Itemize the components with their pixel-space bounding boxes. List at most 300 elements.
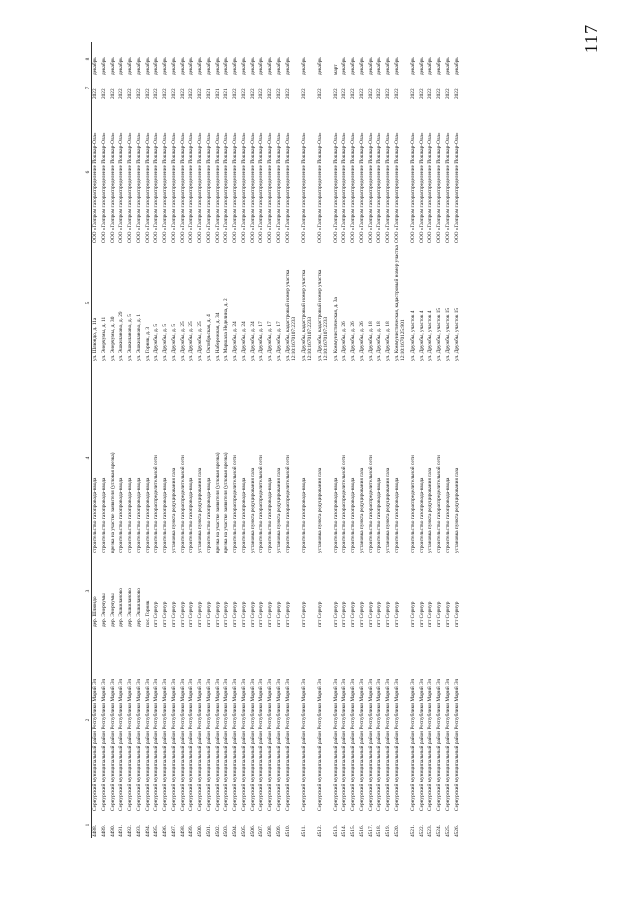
cell-year: 2022 bbox=[267, 88, 274, 99]
cell-year: 2022 bbox=[409, 88, 416, 99]
cell-work-type: строительство газораспределительной сети bbox=[232, 455, 239, 553]
cell-settlement: пгт Сернур bbox=[232, 601, 239, 627]
cell-month: декабрь bbox=[300, 57, 307, 75]
table-row bbox=[333, 42, 342, 838]
cell-settlement: пгт Сернур bbox=[436, 601, 443, 627]
cell-settlement: пгт Сернур bbox=[332, 601, 339, 627]
cell-settlement: дер. Эшкиланово bbox=[118, 588, 125, 627]
cell-work-type: установка пункта редуцирования газа bbox=[427, 467, 434, 553]
cell-municipality: Сернурский муниципальный район Республики Марий Эл bbox=[258, 678, 265, 811]
cell-address: ул. Набережная, д. 34 bbox=[214, 312, 221, 361]
cell-municipality: Сернурский муниципальный район Республики Марий Эл bbox=[275, 678, 282, 811]
cell-row-number: 4505. bbox=[240, 825, 247, 837]
cell-year: 2022 bbox=[332, 88, 339, 99]
cell-month: декабрь bbox=[367, 57, 374, 75]
cell-address: ул. Эшкиланово, д. 1 bbox=[135, 314, 142, 361]
cell-organization: ООО «Газпром газораспределение Йошкар-Ола» bbox=[100, 132, 107, 243]
cell-month: декабрь bbox=[453, 57, 460, 75]
cell-year: 2022 bbox=[118, 88, 125, 99]
cell-work-type: строительство газопровода-ввода bbox=[393, 477, 400, 553]
cell-organization: ООО «Газпром газораспределение Йошкар-Ола» bbox=[162, 132, 169, 243]
cell-work-type: строительство газопровода-ввода bbox=[376, 477, 383, 553]
cell-month: декабрь bbox=[127, 57, 134, 75]
cell-address: ул. Дружбы, д. 5 bbox=[162, 324, 169, 361]
cell-month: декабрь bbox=[179, 57, 186, 75]
cell-year: 2022 bbox=[275, 88, 282, 99]
cell-row-number: 4497. bbox=[170, 825, 177, 837]
cell-address: ул. Дружбы, кадастровый номер участка 12:10:1670107:2233 bbox=[300, 269, 313, 361]
cell-organization: ООО «Газпром газораспределение Йошкар-Ола» bbox=[267, 132, 274, 243]
table-row bbox=[350, 42, 359, 838]
cell-organization: ООО «Газпром газораспределение Йошкар-Ола» bbox=[453, 132, 460, 243]
cell-row-number: 4504. bbox=[232, 825, 239, 837]
cell-address: ул. Дружбы, д. 18 bbox=[385, 321, 392, 361]
table-row bbox=[92, 42, 101, 838]
cell-month: декабрь bbox=[409, 57, 416, 75]
cell-month: декабрь bbox=[135, 57, 142, 75]
table-row bbox=[118, 42, 127, 838]
cell-work-type: строительство газопровода-ввода bbox=[92, 477, 99, 553]
cell-row-number: 4513. bbox=[332, 825, 339, 837]
cell-work-type: строительство газопровода-ввода bbox=[118, 477, 125, 553]
cell-organization: ООО «Газпром газораспределение Йошкар-Ола» bbox=[240, 132, 247, 243]
cell-address: ул. Дружбы, участок 15 bbox=[444, 307, 451, 361]
cell-year: 2022 bbox=[100, 88, 107, 99]
cell-work-type: установка пункта редуцирования газа bbox=[385, 467, 392, 553]
cell-row-number: 4496. bbox=[162, 825, 169, 837]
cell-row-number: 4516. bbox=[358, 825, 365, 837]
cell-month: декабрь bbox=[393, 57, 400, 75]
cell-municipality: Сернурский муниципальный район Республики Марий Эл bbox=[436, 678, 443, 811]
cell-address: ул. Дружбы, кадастровый номер участка 12:10:1670107:2233 bbox=[284, 269, 297, 361]
cell-work-type: строительство газораспределительной сети bbox=[179, 455, 186, 553]
cell-row-number: 4506. bbox=[249, 825, 256, 837]
cell-address: ул. Шлюндо, д. 11а bbox=[92, 317, 99, 361]
cell-row-number: 4526. bbox=[453, 825, 460, 837]
cell-settlement: пгт Сернур bbox=[188, 601, 195, 627]
cell-organization: ООО «Газпром газораспределение Йошкар-Ола» bbox=[284, 132, 291, 243]
table-row bbox=[206, 42, 215, 838]
cell-municipality: Сернурский муниципальный район Республики Марий Эл bbox=[444, 678, 451, 811]
cell-settlement: пгт Сернур bbox=[453, 601, 460, 627]
cell-settlement: пгт Сернур bbox=[427, 601, 434, 627]
cell-settlement: пгт Сернур bbox=[341, 601, 348, 627]
table-row bbox=[197, 42, 206, 838]
table-row bbox=[215, 42, 224, 838]
table-row bbox=[341, 42, 350, 838]
table-row bbox=[223, 42, 232, 838]
cell-year: 2022 bbox=[358, 88, 365, 99]
cell-municipality: Сернурский муниципальный район Республики Марий Эл bbox=[135, 678, 142, 811]
cell-year: 2022 bbox=[188, 88, 195, 99]
cell-settlement: пгт Сернур bbox=[223, 601, 230, 627]
cell-work-type: строительство газопровода-ввода bbox=[300, 477, 307, 553]
cell-settlement: дер. Эшкиланово bbox=[135, 588, 142, 627]
cell-organization: ООО «Газпром газораспределение Йошкар-Ола» bbox=[393, 132, 400, 243]
cell-year: 2022 bbox=[197, 88, 204, 99]
cell-organization: ООО «Газпром газораспределение Йошкар-Ола» bbox=[249, 132, 256, 243]
cell-month: декабрь bbox=[144, 57, 151, 75]
cell-month: декабрь bbox=[418, 57, 425, 75]
cell-year: 2022 bbox=[453, 88, 460, 99]
cell-month: декабрь bbox=[316, 57, 323, 75]
cell-organization: ООО «Газпром газораспределение Йошкар-Ола» bbox=[436, 132, 443, 243]
cell-year: 2022 bbox=[109, 88, 116, 99]
cell-address: ул. Дружбы, д. 5 bbox=[153, 324, 160, 361]
cell-municipality: Сернурский муниципальный район Республики Марий Эл bbox=[197, 678, 204, 811]
cell-month: декабрь bbox=[267, 57, 274, 75]
cell-month: декабрь bbox=[205, 57, 212, 75]
cell-settlement: пгт Сернур bbox=[153, 601, 160, 627]
cell-municipality: Сернурский муниципальный район Республики Марий Эл bbox=[232, 678, 239, 811]
cell-address: ул. Энерчумы, д. 11 bbox=[100, 316, 107, 361]
cell-organization: ООО «Газпром газораспределение Йошкар-Ола» bbox=[300, 132, 307, 243]
cell-month: декабрь bbox=[350, 57, 357, 75]
cell-organization: ООО «Газпром газораспределение Йошкар-Ола» bbox=[205, 132, 212, 243]
cell-month: декабрь bbox=[92, 57, 99, 75]
cell-organization: ООО «Газпром газораспределение Йошкар-Ола» bbox=[223, 132, 230, 243]
cell-settlement: дер. Эшкиланово bbox=[127, 588, 134, 627]
cell-month: декабрь bbox=[162, 57, 169, 75]
cell-settlement: пгт Сернур bbox=[240, 601, 247, 627]
cell-municipality: Сернурский муниципальный район Республики Марий Эл bbox=[223, 678, 230, 811]
cell-address: ул. Дружбы, д. 25 bbox=[197, 321, 204, 361]
cell-address: ул. Дружбы, д. 26 bbox=[358, 321, 365, 361]
table-row bbox=[267, 42, 276, 838]
cell-municipality: Сернурский муниципальный район Республики Марий Эл bbox=[127, 678, 134, 811]
cell-settlement: пгт Сернур bbox=[162, 601, 169, 627]
cell-year: 2022 bbox=[249, 88, 256, 99]
cell-address: ул. Коммунистическая, д. 3а bbox=[332, 297, 339, 361]
cell-year: 2022 bbox=[444, 88, 451, 99]
cell-settlement: пгт Сернур bbox=[367, 601, 374, 627]
cell-work-type: строительство газораспределительной сети bbox=[341, 455, 348, 553]
table-row bbox=[171, 42, 180, 838]
cell-work-type: установка пункта редуцирования газа bbox=[275, 467, 282, 553]
cell-work-type: строительство газопровода-ввода bbox=[350, 477, 357, 553]
table-row bbox=[285, 42, 301, 838]
cell-month: декабрь bbox=[232, 57, 239, 75]
cell-month: декабрь bbox=[275, 57, 282, 75]
header-cell: 7 bbox=[85, 76, 92, 100]
cell-month: декабрь bbox=[385, 57, 392, 75]
cell-row-number: 4491. bbox=[118, 825, 125, 837]
cell-organization: ООО «Газпром газораспределение Йошкар-Ола» bbox=[444, 132, 451, 243]
cell-year: 2022 bbox=[341, 88, 348, 99]
cell-municipality: Сернурский муниципальный район Республики Марий Эл bbox=[162, 678, 169, 811]
cell-municipality: Сернурский муниципальный район Республики Марий Эл bbox=[385, 678, 392, 811]
cell-address: ул. Дружбы, участок 15 bbox=[453, 307, 460, 361]
cell-settlement: дер. Энерчумы bbox=[109, 593, 116, 627]
cell-year: 2022 bbox=[240, 88, 247, 99]
cell-address: ул. Дружбы, д. 25 bbox=[179, 321, 186, 361]
cell-work-type: врезка на участке заявителя (угловая врезка) bbox=[109, 452, 116, 553]
cell-settlement: пгт Сернур bbox=[358, 601, 365, 627]
cell-work-type: строительство газопровода-ввода bbox=[162, 477, 169, 553]
cell-organization: ООО «Газпром газораспределение Йошкар-Ола» bbox=[385, 132, 392, 243]
cell-month: декабрь bbox=[376, 57, 383, 75]
cell-row-number: 4489. bbox=[100, 825, 107, 837]
cell-month: декабрь bbox=[214, 57, 221, 75]
cell-municipality: Сернурский муниципальный район Республики Марий Эл bbox=[92, 678, 99, 811]
cell-settlement: пгт Сернур bbox=[179, 601, 186, 627]
cell-work-type: строительство газораспределительной сети bbox=[153, 455, 160, 553]
cell-work-type: строительство газораспределительной сети bbox=[436, 455, 443, 553]
cell-municipality: Сернурский муниципальный район Республики Марий Эл bbox=[367, 678, 374, 811]
cell-row-number: 4514. bbox=[341, 825, 348, 837]
cell-year: 2022 bbox=[162, 88, 169, 99]
cell-address: ул. Дружбы, д. 18 bbox=[376, 321, 383, 361]
cell-address: ул. Коммунистическая, кадастровый номер участка 12:10:1670125:901 bbox=[393, 245, 406, 361]
table-row bbox=[359, 42, 368, 838]
cell-municipality: Сернурский муниципальный район Республики Марий Эл bbox=[409, 678, 416, 811]
cell-municipality: Сернурский муниципальный район Республики Марий Эл bbox=[170, 678, 177, 811]
cell-organization: ООО «Газпром газораспределение Йошкар-Ола» bbox=[118, 132, 125, 243]
cell-organization: ООО «Газпром газораспределение Йошкар-Ола» bbox=[197, 132, 204, 243]
cell-address: ул. Дружбы, д. 17 bbox=[258, 321, 265, 361]
cell-month: декабрь bbox=[118, 57, 125, 75]
cell-address: ул. Дружбы, участок 4 bbox=[418, 310, 425, 361]
header-cell: 1 bbox=[85, 812, 92, 838]
cell-settlement: пгт Сернур bbox=[316, 601, 323, 627]
cell-organization: ООО «Газпром газораспределение Йошкар-Ола» bbox=[376, 132, 383, 243]
cell-settlement: дер. Шлюндо bbox=[92, 596, 99, 627]
cell-row-number: 4524. bbox=[436, 825, 443, 837]
cell-row-number: 4511. bbox=[300, 825, 307, 837]
table-row bbox=[127, 42, 136, 838]
table-row bbox=[276, 42, 285, 838]
cell-work-type: строительство газопровода-ввода bbox=[332, 477, 339, 553]
cell-settlement: пгт Сернур bbox=[249, 601, 256, 627]
header-cell: 2 bbox=[85, 628, 92, 812]
table-row bbox=[110, 42, 119, 838]
cell-address: ул. Дружбы, участок 4 bbox=[409, 310, 416, 361]
cell-address: ул. Дружбы, д. 18 bbox=[367, 321, 374, 361]
cell-work-type: строительство газопровода-ввода bbox=[205, 477, 212, 553]
cell-work-type: строительство газораспределительной сети bbox=[284, 455, 291, 553]
cell-year: 2022 bbox=[350, 88, 357, 99]
cell-year: 2022 bbox=[393, 88, 400, 99]
cell-municipality: Сернурский муниципальный район Республики Марий Эл bbox=[249, 678, 256, 811]
cell-year: 2022 bbox=[418, 88, 425, 99]
cell-address: ул. Дружбы, д. 5 bbox=[170, 324, 177, 361]
cell-row-number: 4521. bbox=[409, 825, 416, 837]
table-row bbox=[101, 42, 110, 838]
cell-work-type: строительство газораспределительной сети bbox=[258, 455, 265, 553]
cell-municipality: Сернурский муниципальный район Республики Марий Эл bbox=[153, 678, 160, 811]
cell-address: ул. Дружбы, д. 24 bbox=[249, 321, 256, 361]
cell-municipality: Сернурский муниципальный район Республики Марий Эл bbox=[240, 678, 247, 811]
cell-year: 2022 bbox=[284, 88, 291, 99]
cell-row-number: 4503. bbox=[223, 825, 230, 837]
cell-organization: ООО «Газпром газораспределение Йошкар-Ола» bbox=[258, 132, 265, 243]
cell-settlement: пгт Сернур bbox=[205, 601, 212, 627]
cell-work-type: строительство газораспределительной сети bbox=[409, 455, 416, 553]
cell-work-type: строительство газопровода-ввода bbox=[135, 477, 142, 553]
table-row bbox=[180, 42, 189, 838]
cell-month: март bbox=[332, 64, 339, 75]
cell-row-number: 4512. bbox=[316, 825, 323, 837]
table-header-row bbox=[85, 42, 92, 838]
cell-address: ул. Дружбы, д. 24 bbox=[240, 321, 247, 361]
cell-settlement: пгт Сернур bbox=[300, 601, 307, 627]
table-row bbox=[419, 42, 428, 838]
works-table-body bbox=[85, 42, 462, 838]
cell-settlement: дер. Энерчумы bbox=[100, 593, 107, 627]
cell-municipality: Сернурский муниципальный район Республики Марий Эл bbox=[300, 678, 307, 811]
table-row bbox=[368, 42, 377, 838]
table-row bbox=[317, 42, 333, 838]
cell-address: ул. Дружбы, участок 15 bbox=[436, 307, 443, 361]
cell-municipality: Сернурский муниципальный район Республики Марий Эл bbox=[350, 678, 357, 811]
cell-row-number: 4523. bbox=[427, 825, 434, 837]
table-row bbox=[188, 42, 197, 838]
cell-row-number: 4492. bbox=[127, 825, 134, 837]
cell-year: 2022 bbox=[300, 88, 307, 99]
cell-organization: ООО «Газпром газораспределение Йошкар-Ола» bbox=[367, 132, 374, 243]
cell-row-number: 4519. bbox=[385, 825, 392, 837]
cell-row-number: 4490. bbox=[109, 825, 116, 837]
cell-settlement: пгт Сернур bbox=[267, 601, 274, 627]
cell-row-number: 4525. bbox=[444, 825, 451, 837]
cell-organization: ООО «Газпром газораспределение Йошкар-Ола» bbox=[350, 132, 357, 243]
cell-row-number: 4510. bbox=[284, 825, 291, 837]
cell-settlement: пгт Сернур bbox=[409, 601, 416, 627]
cell-organization: ООО «Газпром газораспределение Йошкар-Ола» bbox=[109, 132, 116, 243]
cell-month: декабрь bbox=[240, 57, 247, 75]
cell-row-number: 4498. bbox=[179, 825, 186, 837]
table-row bbox=[376, 42, 385, 838]
cell-row-number: 4517. bbox=[367, 825, 374, 837]
cell-month: декабрь bbox=[284, 57, 291, 75]
cell-row-number: 4501. bbox=[205, 825, 212, 837]
cell-municipality: Сернурский муниципальный район Республики Марий Эл bbox=[332, 678, 339, 811]
cell-month: декабрь bbox=[109, 57, 116, 75]
cell-work-type: строительство газораспределительной сети bbox=[367, 455, 374, 553]
cell-year: 2022 bbox=[179, 88, 186, 99]
cell-municipality: Сернурский муниципальный район Республики Марий Эл bbox=[267, 678, 274, 811]
cell-year: 2022 bbox=[153, 88, 160, 99]
cell-work-type: установка пункта редуцирования газа bbox=[170, 467, 177, 553]
cell-year: 2022 bbox=[127, 88, 134, 99]
cell-address: ул. Дружбы, д. 24 bbox=[232, 321, 239, 361]
cell-year: 2022 bbox=[144, 88, 151, 99]
cell-month: декабрь bbox=[444, 57, 451, 75]
works-table bbox=[85, 42, 462, 838]
cell-organization: ООО «Газпром газораспределение Йошкар-Ола» bbox=[188, 132, 195, 243]
cell-municipality: Сернурский муниципальный район Республики Марий Эл bbox=[100, 678, 107, 811]
header-cell: 8 bbox=[85, 42, 92, 76]
cell-settlement: пгт Сернур bbox=[275, 601, 282, 627]
cell-month: декабрь bbox=[197, 57, 204, 75]
cell-municipality: Сернурский муниципальный район Республики Марий Эл bbox=[284, 678, 291, 811]
table-row bbox=[232, 42, 241, 838]
cell-year: 2022 bbox=[436, 88, 443, 99]
header-cell: 4 bbox=[85, 362, 92, 554]
cell-municipality: Сернурский муниципальный район Республики Марий Эл bbox=[188, 678, 195, 811]
cell-settlement: пгт Сернур bbox=[170, 601, 177, 627]
cell-work-type: строительство газопровода-ввода bbox=[100, 477, 107, 553]
cell-address: ул. Октябрьская, д. 4 bbox=[205, 314, 212, 361]
table-row bbox=[385, 42, 394, 838]
cell-municipality: Сернурский муниципальный район Республики Марий Эл bbox=[393, 678, 400, 811]
table-row bbox=[153, 42, 162, 838]
cell-address: ул. Дружбы, д. 26 bbox=[350, 321, 357, 361]
cell-month: декабрь bbox=[436, 57, 443, 75]
cell-row-number: 4500. bbox=[197, 825, 204, 837]
cell-work-type: установка пункта редуцирования газа bbox=[358, 467, 365, 553]
cell-municipality: Сернурский муниципальный район Республики Марий Эл bbox=[418, 678, 425, 811]
cell-municipality: Сернурский муниципальный район Республики Марий Эл bbox=[179, 678, 186, 811]
cell-settlement: пос. Горняк bbox=[144, 600, 151, 627]
cell-month: декабрь bbox=[258, 57, 265, 75]
cell-month: декабрь bbox=[341, 57, 348, 75]
cell-row-number: 4522. bbox=[418, 825, 425, 837]
cell-organization: ООО «Газпром газораспределение Йошкар-Ола» bbox=[153, 132, 160, 243]
cell-address: ул. Горняк, д. 3 bbox=[144, 326, 151, 361]
cell-year: 2022 bbox=[367, 88, 374, 99]
cell-organization: ООО «Газпром газораспределение Йошкар-Ола» bbox=[316, 132, 323, 243]
cell-organization: ООО «Газпром газораспределение Йошкар-Ола» bbox=[332, 132, 339, 243]
cell-work-type: строительство газопровода-ввода bbox=[444, 477, 451, 553]
cell-year: 2021 bbox=[205, 88, 212, 99]
cell-row-number: 4507. bbox=[258, 825, 265, 837]
cell-month: декабрь bbox=[223, 57, 230, 75]
cell-month: декабрь bbox=[170, 57, 177, 75]
cell-year: 2022 bbox=[232, 88, 239, 99]
cell-settlement: пгт Сернур bbox=[197, 601, 204, 627]
cell-municipality: Сернурский муниципальный район Республики Марий Эл bbox=[376, 678, 383, 811]
cell-month: декабрь bbox=[153, 57, 160, 75]
cell-organization: ООО «Газпром газораспределение Йошкар-Ола» bbox=[127, 132, 134, 243]
cell-work-type: врезка на участке заявителя (угловая врезка) bbox=[214, 452, 221, 553]
cell-municipality: Сернурский муниципальный район Республики Марий Эл bbox=[118, 678, 125, 811]
rotated-table-container bbox=[85, 58, 585, 838]
cell-municipality: Сернурский муниципальный район Республики Марий Эл bbox=[453, 678, 460, 811]
table-row bbox=[145, 42, 154, 838]
cell-address: ул. Дружбы, д. 26 bbox=[341, 321, 348, 361]
cell-address: ул. Эшкиланово, д. 29 bbox=[118, 311, 125, 361]
cell-year: 2022 bbox=[385, 88, 392, 99]
cell-address: ул. Эшкиланово, д. 5 bbox=[127, 314, 134, 361]
cell-month: декабрь bbox=[249, 57, 256, 75]
cell-organization: ООО «Газпром газораспределение Йошкар-Ола» bbox=[232, 132, 239, 243]
table-row bbox=[136, 42, 145, 838]
cell-row-number: 4520. bbox=[393, 825, 400, 837]
cell-municipality: Сернурский муниципальный район Республики Марий Эл bbox=[341, 678, 348, 811]
cell-organization: ООО «Газпром газораспределение Йошкар-Ола» bbox=[427, 132, 434, 243]
cell-address: ул. Маршала Неделина, д. 2 bbox=[223, 298, 230, 361]
cell-row-number: 4488. bbox=[92, 825, 99, 837]
cell-year: 2022 bbox=[135, 88, 142, 99]
cell-work-type: установка пункта редуцирования газа bbox=[249, 467, 256, 553]
table-row bbox=[258, 42, 267, 838]
cell-settlement: пгт Сернур bbox=[284, 601, 291, 627]
cell-work-type: строительство газопровода-ввода bbox=[267, 477, 274, 553]
cell-organization: ООО «Газпром газораспределение Йошкар-Ола» bbox=[170, 132, 177, 243]
cell-settlement: пгт Сернур bbox=[214, 601, 221, 627]
cell-work-type: установка пункта редуцирования газа bbox=[316, 467, 323, 553]
header-cell: 3 bbox=[85, 554, 92, 628]
cell-municipality: Сернурский муниципальный район Республики Марий Эл bbox=[427, 678, 434, 811]
cell-work-type: установка пункта редуцирования газа bbox=[197, 467, 204, 553]
cell-organization: ООО «Газпром газораспределение Йошкар-Ола» bbox=[275, 132, 282, 243]
cell-row-number: 4518. bbox=[376, 825, 383, 837]
cell-organization: ООО «Газпром газораспределение Йошкар-Ола» bbox=[214, 132, 221, 243]
cell-year: 2021 bbox=[223, 88, 230, 99]
cell-address: ул. Дружбы, д. 17 bbox=[267, 321, 274, 361]
table-row bbox=[394, 42, 410, 838]
